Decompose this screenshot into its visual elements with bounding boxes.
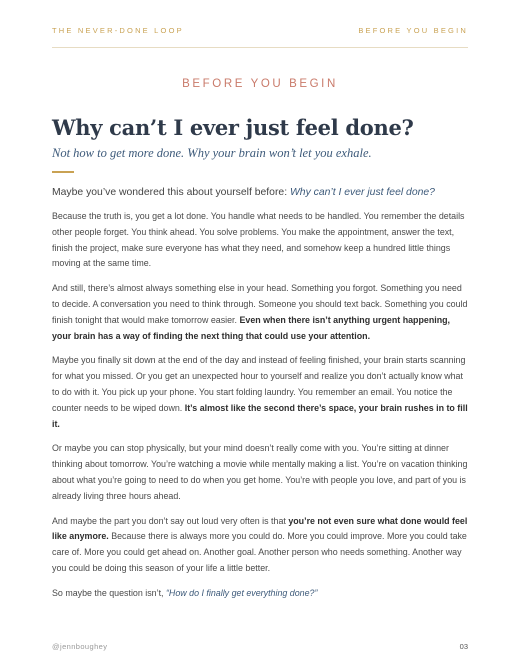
lead-paragraph	[52, 187, 472, 198]
paragraph-2-text: And still, there’s almost always something else in your head. Something you forgot. Something you need to decide. A conversation you need to think through. Someone you should text back. Something you could finish tonight that would make tomorrow easier.	[52, 283, 468, 325]
paragraph-6-text: So maybe the question isn’t,	[52, 587, 166, 598]
lead-question: Why can’t I ever just feel done?	[289, 187, 435, 198]
body-text	[52, 209, 470, 611]
paragraph-2	[52, 281, 470, 344]
paragraph-2-emphasis: Even when there isn’t anything urgent happening, your brain has a way of finding the next thing that could use your attention.	[52, 314, 451, 341]
paragraph-5	[52, 514, 470, 577]
paragraph-4: Or maybe you can stop physically, but your mind doesn’t really come with you. You’re sitting at dinner thinking about tomorrow. You’re watching a movie while mentally making a list. You’re on vacation thinking about what you’re going to need to do when you get home. You’re with people you love, and part of you is already living three hours ahead.	[52, 443, 468, 501]
paragraph-3-emphasis: It’s almost like the second there’s space, your brain rushes in to fill it.	[52, 402, 468, 429]
footer-handle: @jennboughey	[52, 642, 108, 651]
running-header-book-title: THE NEVER-DONE LOOP	[52, 26, 184, 35]
lead-text: Maybe you’ve wondered this about yourself before:	[52, 187, 290, 198]
accent-divider	[52, 171, 74, 173]
paragraph-5-text-end: Because there is always more you could do. More you could improve. More you could take care of. More you could get ahead on. Another goal. Another person who needs something. Another way you could be doing this season of your life a little better.	[52, 531, 467, 573]
running-header-section: BEFORE YOU BEGIN	[358, 26, 468, 35]
page-subtitle: Not how to get more done. Why your brain won’t let you exhale.	[52, 146, 372, 160]
paragraph-3-text: Maybe you finally sit down at the end of the day and instead of feeling finished, your brain starts scanning for what you missed. Or you get an unexpected hour to yourself and realize you don’t actually know what to do with it. You pick up your phone. You start folding laundry. You remember an email. You notice the counter needs to be wiped down.	[52, 355, 466, 413]
paragraph-6	[52, 586, 470, 602]
paragraph-6-question: “How do I finally get everything done?”	[165, 587, 318, 598]
paragraph-3	[52, 353, 470, 432]
paragraph-5-emphasis: you’re not even sure what done would feel like anymore.	[52, 515, 468, 542]
paragraph-1: Because the truth is, you get a lot done. You handle what needs to be handled. You remember the details other people forget. You think ahead. You solve problems. You make the appointment, answer the text, finish the project, make sure everyone has what they need, and somehow keep a hundred little things moving at the same time.	[52, 211, 465, 269]
section-label: BEFORE YOU BEGIN	[182, 78, 338, 90]
header-divider	[52, 47, 468, 48]
running-header	[52, 26, 468, 35]
page-number: 03	[459, 642, 468, 651]
page-title: Why can’t I ever just feel done?	[52, 115, 414, 140]
paragraph-5-text-start: And maybe the part you don’t say out loud very often is that	[52, 515, 289, 526]
